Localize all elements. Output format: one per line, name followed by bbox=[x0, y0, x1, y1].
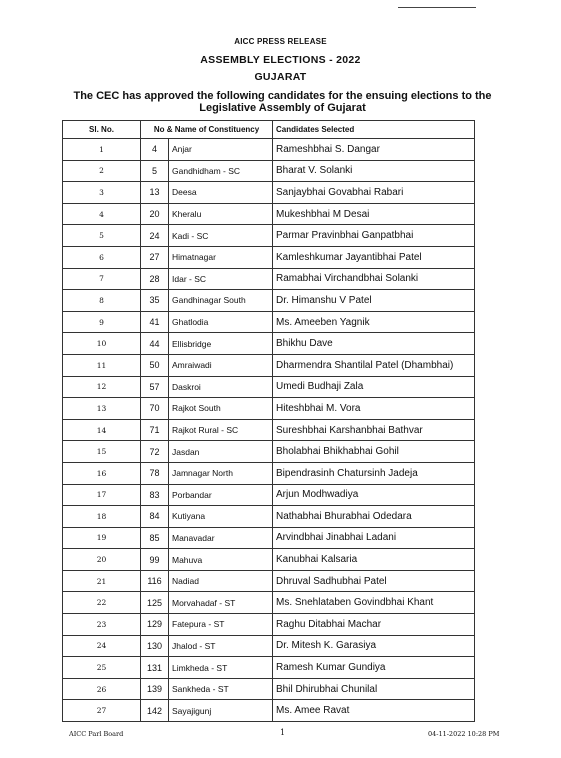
cell-constituency-no: 99 bbox=[141, 549, 169, 571]
cell-sl-no: 9 bbox=[63, 311, 141, 333]
cell-sl-no: 10 bbox=[63, 333, 141, 355]
cell-constituency-name: Anjar bbox=[169, 139, 273, 161]
table-row bbox=[63, 506, 475, 528]
cell-constituency-name: Porbandar bbox=[169, 484, 273, 506]
press-release-label: AICC PRESS RELEASE bbox=[234, 37, 327, 46]
cell-candidate: Bhil Dhirubhai Chunilal bbox=[273, 678, 475, 700]
table-row bbox=[63, 290, 475, 312]
column-header-candidate: Candidates Selected bbox=[273, 121, 475, 139]
cell-sl-no: 15 bbox=[63, 441, 141, 463]
table-row bbox=[63, 419, 475, 441]
cell-constituency-no: 129 bbox=[141, 614, 169, 636]
cell-sl-no: 5 bbox=[63, 225, 141, 247]
cell-constituency-no: 131 bbox=[141, 657, 169, 679]
cell-candidate: Dhruval Sadhubhai Patel bbox=[273, 570, 475, 592]
cell-constituency-name: Ellisbridge bbox=[169, 333, 273, 355]
cell-sl-no: 16 bbox=[63, 462, 141, 484]
table-header-row bbox=[63, 121, 475, 139]
cell-constituency-name: Sayajigunj bbox=[169, 700, 273, 722]
cell-constituency-no: 84 bbox=[141, 506, 169, 528]
cell-candidate: Ramabhai Virchandbhai Solanki bbox=[273, 268, 475, 290]
page-number: 1 bbox=[280, 728, 286, 737]
cell-candidate: Kamleshkumar Jayantibhai Patel bbox=[273, 246, 475, 268]
cell-constituency-no: 78 bbox=[141, 462, 169, 484]
cell-constituency-name: Kheralu bbox=[169, 203, 273, 225]
cell-constituency-name: Jhalod - ST bbox=[169, 635, 273, 657]
table-row bbox=[63, 139, 475, 161]
cell-candidate: Dharmendra Shantilal Patel (Dhambhai) bbox=[273, 354, 475, 376]
cell-constituency-no: 5 bbox=[141, 160, 169, 182]
cell-constituency-name: Daskroi bbox=[169, 376, 273, 398]
column-header-constituency: No & Name of Constituency bbox=[141, 121, 273, 139]
cell-sl-no: 26 bbox=[63, 678, 141, 700]
cell-sl-no: 13 bbox=[63, 398, 141, 420]
cell-candidate: Dr. Mitesh K. Garasiya bbox=[273, 635, 475, 657]
cell-constituency-no: 24 bbox=[141, 225, 169, 247]
cell-sl-no: 11 bbox=[63, 354, 141, 376]
cell-constituency-name: Nadiad bbox=[169, 570, 273, 592]
cell-constituency-name: Himatnagar bbox=[169, 246, 273, 268]
table-row bbox=[63, 570, 475, 592]
cell-candidate: Parmar Pravinbhai Ganpatbhai bbox=[273, 225, 475, 247]
cell-constituency-no: 4 bbox=[141, 139, 169, 161]
table-row bbox=[63, 462, 475, 484]
table-row bbox=[63, 657, 475, 679]
table-row bbox=[63, 160, 475, 182]
table-row bbox=[63, 354, 475, 376]
cell-sl-no: 6 bbox=[63, 246, 141, 268]
table-row bbox=[63, 484, 475, 506]
cell-constituency-name: Idar - SC bbox=[169, 268, 273, 290]
table-row bbox=[63, 678, 475, 700]
cell-sl-no: 21 bbox=[63, 570, 141, 592]
cell-constituency-no: 44 bbox=[141, 333, 169, 355]
scan-line bbox=[398, 7, 476, 8]
cell-sl-no: 24 bbox=[63, 635, 141, 657]
cell-sl-no: 25 bbox=[63, 657, 141, 679]
table-row bbox=[63, 311, 475, 333]
cell-sl-no: 3 bbox=[63, 182, 141, 204]
cell-constituency-no: 139 bbox=[141, 678, 169, 700]
cell-sl-no: 20 bbox=[63, 549, 141, 571]
cell-candidate: Arvindbhai Jinabhai Ladani bbox=[273, 527, 475, 549]
cell-constituency-name: Kutiyana bbox=[169, 506, 273, 528]
cell-candidate: Ms. Snehlataben Govindbhai Khant bbox=[273, 592, 475, 614]
table-row bbox=[63, 246, 475, 268]
cell-constituency-no: 71 bbox=[141, 419, 169, 441]
cell-candidate: Ramesh Kumar Gundiya bbox=[273, 657, 475, 679]
cell-constituency-name: Gandhidham - SC bbox=[169, 160, 273, 182]
cell-constituency-name: Sankheda - ST bbox=[169, 678, 273, 700]
document-title: ASSEMBLY ELECTIONS - 2022 bbox=[200, 54, 361, 66]
intro-text: The CEC has approved the following candidates for the ensuing elections to the Legislative Assembly of Gujarat bbox=[73, 90, 492, 114]
cell-sl-no: 23 bbox=[63, 614, 141, 636]
cell-constituency-name: Fatepura - ST bbox=[169, 614, 273, 636]
footer-board-label: AICC Parl Board bbox=[69, 730, 124, 738]
cell-constituency-no: 50 bbox=[141, 354, 169, 376]
cell-candidate: Bharat V. Solanki bbox=[273, 160, 475, 182]
cell-sl-no: 14 bbox=[63, 419, 141, 441]
cell-constituency-no: 72 bbox=[141, 441, 169, 463]
cell-constituency-name: Morvahadaf - ST bbox=[169, 592, 273, 614]
cell-sl-no: 2 bbox=[63, 160, 141, 182]
cell-constituency-no: 85 bbox=[141, 527, 169, 549]
footer-timestamp: 04-11-2022 10:28 PM bbox=[428, 730, 500, 738]
cell-constituency-name: Mahuva bbox=[169, 549, 273, 571]
cell-sl-no: 17 bbox=[63, 484, 141, 506]
cell-candidate: Sanjaybhai Govabhai Rabari bbox=[273, 182, 475, 204]
cell-candidate: Kanubhai Kalsaria bbox=[273, 549, 475, 571]
cell-candidate: Rameshbhai S. Dangar bbox=[273, 139, 475, 161]
cell-candidate: Dr. Himanshu V Patel bbox=[273, 290, 475, 312]
table-row bbox=[63, 441, 475, 463]
table-row bbox=[63, 268, 475, 290]
cell-constituency-name: Jamnagar North bbox=[169, 462, 273, 484]
cell-constituency-no: 35 bbox=[141, 290, 169, 312]
table-row bbox=[63, 203, 475, 225]
cell-constituency-name: Kadi - SC bbox=[169, 225, 273, 247]
cell-candidate: Bhikhu Dave bbox=[273, 333, 475, 355]
column-header-sl-no: Sl. No. bbox=[63, 121, 141, 139]
cell-constituency-name: Ghatlodia bbox=[169, 311, 273, 333]
cell-candidate: Ms. Amee Ravat bbox=[273, 700, 475, 722]
cell-candidate: Bipendrasinh Chatursinh Jadeja bbox=[273, 462, 475, 484]
cell-candidate: Mukeshbhai M Desai bbox=[273, 203, 475, 225]
cell-constituency-no: 28 bbox=[141, 268, 169, 290]
cell-candidate: Sureshbhai Karshanbhai Bathvar bbox=[273, 419, 475, 441]
cell-sl-no: 27 bbox=[63, 700, 141, 722]
cell-candidate: Hiteshbhai M. Vora bbox=[273, 398, 475, 420]
cell-candidate: Arjun Modhwadiya bbox=[273, 484, 475, 506]
cell-constituency-no: 70 bbox=[141, 398, 169, 420]
cell-sl-no: 19 bbox=[63, 527, 141, 549]
cell-candidate: Raghu Ditabhai Machar bbox=[273, 614, 475, 636]
cell-sl-no: 18 bbox=[63, 506, 141, 528]
cell-constituency-name: Limkheda - ST bbox=[169, 657, 273, 679]
cell-constituency-no: 130 bbox=[141, 635, 169, 657]
cell-candidate: Ms. Ameeben Yagnik bbox=[273, 311, 475, 333]
cell-sl-no: 7 bbox=[63, 268, 141, 290]
cell-sl-no: 4 bbox=[63, 203, 141, 225]
cell-constituency-name: Gandhinagar South bbox=[169, 290, 273, 312]
cell-constituency-no: 27 bbox=[141, 246, 169, 268]
cell-constituency-name: Manavadar bbox=[169, 527, 273, 549]
table-row bbox=[63, 333, 475, 355]
cell-constituency-name: Amraiwadi bbox=[169, 354, 273, 376]
cell-constituency-no: 116 bbox=[141, 570, 169, 592]
table-row bbox=[63, 700, 475, 722]
cell-constituency-no: 20 bbox=[141, 203, 169, 225]
table-row bbox=[63, 182, 475, 204]
cell-constituency-name: Deesa bbox=[169, 182, 273, 204]
cell-constituency-name: Jasdan bbox=[169, 441, 273, 463]
table-row bbox=[63, 225, 475, 247]
state-title: GUJARAT bbox=[254, 71, 307, 83]
table-body bbox=[63, 139, 475, 722]
cell-constituency-no: 57 bbox=[141, 376, 169, 398]
cell-constituency-name: Rajkot South bbox=[169, 398, 273, 420]
table-row bbox=[63, 592, 475, 614]
cell-sl-no: 22 bbox=[63, 592, 141, 614]
table-row bbox=[63, 549, 475, 571]
cell-constituency-name: Rajkot Rural - SC bbox=[169, 419, 273, 441]
table-row bbox=[63, 398, 475, 420]
table-row bbox=[63, 614, 475, 636]
cell-candidate: Bholabhai Bhikhabhai Gohil bbox=[273, 441, 475, 463]
candidates-table bbox=[62, 120, 475, 722]
cell-sl-no: 12 bbox=[63, 376, 141, 398]
table-row bbox=[63, 635, 475, 657]
cell-constituency-no: 41 bbox=[141, 311, 169, 333]
cell-candidate: Umedi Budhaji Zala bbox=[273, 376, 475, 398]
table-row bbox=[63, 376, 475, 398]
cell-constituency-no: 142 bbox=[141, 700, 169, 722]
cell-sl-no: 8 bbox=[63, 290, 141, 312]
cell-constituency-no: 125 bbox=[141, 592, 169, 614]
cell-sl-no: 1 bbox=[63, 139, 141, 161]
cell-constituency-no: 83 bbox=[141, 484, 169, 506]
table-row bbox=[63, 527, 475, 549]
cell-candidate: Nathabhai Bhurabhai Odedara bbox=[273, 506, 475, 528]
cell-constituency-no: 13 bbox=[141, 182, 169, 204]
